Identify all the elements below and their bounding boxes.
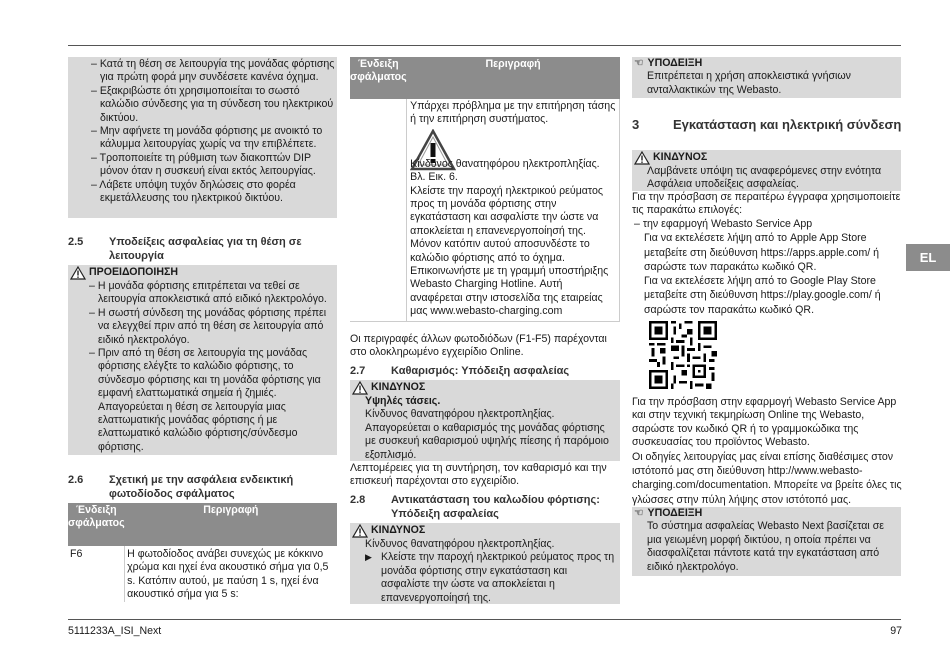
- see-figure: Βλ. Εικ. 6.: [410, 171, 458, 184]
- table-row: [68, 546, 337, 602]
- language-tab: EL: [906, 244, 950, 271]
- footer-doc-id: 5111233A_ISI_Next: [68, 625, 162, 637]
- warning-triangle-icon: [634, 151, 650, 165]
- table-header-code: Ένδειξη σφάλματος: [350, 58, 407, 83]
- section-2-6-heading: [68, 474, 338, 501]
- paragraph: Οι οδηγίες λειτουργίας μας είναι επίσης διαθέσιμες στον ιστότοπό μας στη διεύθυνση http://www.webasto-charging.com/documentation. Μπορείτε να βρείτε όλες τις γλώσσες στην πύλη λήψης στον ιστότοπό μας.: [632, 450, 902, 506]
- list-item: – Η σωστή σύνδεση της μονάδας φόρτισης πρέπει να ελεγχθεί πριν από τη θέση σε λειτουργία από ειδικό ηλεκτρολόγο.: [76, 307, 337, 347]
- section-title: Καθαρισμός: Υπόδειξη ασφαλείας: [391, 365, 570, 377]
- danger-text: Λαμβάνετε υπόψη τις αναφερόμενες στην ενότητα Ασφάλεια υποδείξεις ασφαλείας.: [647, 165, 882, 191]
- table-header-code: Ένδειξη σφάλματος: [68, 504, 125, 529]
- error-led-table-continued: [350, 57, 620, 322]
- section-title: Υποδείξεις ασφαλείας για τη θέση σε λειτουργία: [109, 236, 302, 262]
- danger-label: ΚΙΝΔΥΝΟΣ: [371, 524, 426, 537]
- list-item: – Λάβετε υπόψη τυχόν δηλώσεις στο φορέα εκμετάλλευσης του ηλεκτρικού δικτύου.: [78, 179, 337, 206]
- cell-text: Επικοινωνήστε με τη γραμμή υποστήριξης Webasto Charging Hotline. Αυτή αναφέρεται στην ιστοσελίδα της εταιρείας μας www.webasto-charging.com: [410, 265, 609, 318]
- section-2-5-heading: [68, 236, 338, 263]
- section-3-heading: [632, 117, 902, 133]
- table-row: [350, 99, 620, 321]
- danger-step: Κλείστε την παροχή ηλεκτρικού ρεύματος προς τη μονάδα φόρτισης στην εγκατάσταση και ασφαλίστε την ώστε να αποκλείεται η επανενεργοποίησή της.: [381, 551, 615, 604]
- section-2-7-heading: [350, 365, 622, 379]
- warning-box: [68, 265, 337, 455]
- paragraph: Για να εκτελέσετε λήψη από το Apple App Store μεταβείτε στη διεύθυνση https://apps.apple.com/ ή σαρώστε των παρακάτω κωδικό QR.: [644, 232, 880, 273]
- note-box: [632, 57, 901, 98]
- list-item: – Πριν από τη θέση σε λειτουργία της μονάδας φόρτισης ελέγξτε το καλώδιο φόρτισης, το σύνδεσμο φόρτισης και τη μονάδα φόρτισης για εμφανή ελαττωματικά σημεία ή ζημιές. Απαγορεύεται η θέση σε λειτουργία μιας ελαττωματικής μονάδας φόρτισης ή με ελαττωματικό καλώδιο φόρτισης/σύνδεσμο φόρτισης.: [76, 347, 337, 454]
- danger-label: ΚΙΝΔΥΝΟΣ: [653, 151, 708, 164]
- danger-box: [350, 380, 620, 461]
- danger-box: [632, 150, 901, 191]
- note-label: ΥΠΟΔΕΙΞΗ: [647, 507, 703, 519]
- section-number: 2.7: [350, 365, 366, 377]
- list-item: – Τροποποιείτε τη ρύθμιση των διακοπτών DIP μόνον όταν η συσκευή είναι εκτός λειτουργίας.: [78, 152, 337, 179]
- danger-header: [632, 150, 901, 165]
- paragraph: Οι περιγραφές άλλων φωτοδιόδων (F1-F5) παρέχονται στο ολοκληρωμένο εγχειρίδιο Online.: [350, 333, 607, 359]
- table-cell-desc: Η φωτοδίοδος ανάβει συνεχώς με κόκκινο χρώμα και ηχεί ένα ακουστικό σήμα για 0,5 s. Κατόπιν αυτού, με παύση 1 s, ηχεί ένα ακουστικό σήμα για 5 s:: [125, 546, 337, 602]
- section-title: Αντικατάσταση του καλωδίου φόρτισης: Υπόδειξη ασφαλείας: [391, 494, 600, 520]
- paragraph: Λεπτομέρειες για τη συντήρηση, τον καθαρισμό και την επισκευή παρέχονται στο εγχειρίδιο.: [350, 462, 607, 488]
- danger-caption: Κίνδυνος θανατηφόρου ηλεκτροπληξίας.: [410, 157, 600, 170]
- section-number: 2.8: [350, 494, 366, 506]
- warning-triangle-icon: [70, 266, 86, 280]
- warning-triangle-icon: [352, 524, 368, 538]
- danger-title: Υψηλές τάσεις.: [365, 395, 441, 407]
- hand-pointer-icon: ☜: [634, 507, 644, 519]
- section-number: 2.5: [68, 236, 84, 248]
- danger-label: ΚΙΝΔΥΝΟΣ: [371, 381, 426, 394]
- danger-header: [350, 380, 620, 395]
- list-item: – Εξακριβώστε ότι χρησιμοποιείται το σωστό καλώδιο σύνδεσης για τη σύνδεση του ηλεκτρικού δικτύου.: [78, 85, 337, 125]
- list-item: – Μην αφήνετε τη μονάδα φόρτισης με ανοικτό το κάλυμμα λειτουργίας χωρίς να την επιβλέπετε.: [78, 125, 337, 152]
- paragraph: Για να εκτελέσετε λήψη από το Google Play Store μεταβείτε στη διεύθυνση https://play.google.com/ ή σαρώστε τον παρακάτω κωδικό QR.: [644, 275, 881, 316]
- note-box: [632, 507, 901, 576]
- documents-section: [632, 191, 902, 317]
- section-number: 2.6: [68, 474, 84, 486]
- section-title: Σχετική με την ασφάλεια ενδεικτική φωτοδίοδος σφάλματος: [109, 474, 294, 500]
- page-number: 97: [890, 625, 902, 637]
- paragraph: Για την πρόσβαση στην εφαρμογή Webasto Service App και στην τεχνική τεκμηρίωση Online της Webasto, σαρώστε τον κωδικό QR ή το γραμμοκώδικα της συσκευασίας του προϊόντος Webasto.: [632, 396, 897, 449]
- qr-code-image[interactable]: [649, 321, 717, 389]
- list-item: – Κατά τη θέση σε λειτουργία της μονάδας φόρτισης για πρώτη φορά μην συνδέσετε κανένα όχημα.: [78, 58, 337, 85]
- header-rule: [68, 45, 901, 46]
- danger-text: Κίνδυνος θανατηφόρου ηλεκτροπληξίας.: [365, 538, 555, 550]
- note-text: Το σύστημα ασφαλείας Webasto Next βασίζεται σε μια γειωμένη μορφή δικτύου, η οποία πρέπει να διασφαλίζεται πάντοτε κατά την εγκατάσταση από ειδικό ηλεκτρολόγο.: [647, 520, 884, 573]
- table-cell-desc: [407, 99, 620, 321]
- danger-header: [350, 523, 620, 538]
- table-cell-code: F6: [70, 548, 83, 560]
- warning-header: [68, 265, 337, 280]
- warning-label: ΠΡΟΕΙΔΟΠΟΙΗΣΗ: [89, 266, 179, 279]
- bullet-arrow-icon: ▶: [365, 552, 372, 563]
- note-header: [632, 507, 901, 520]
- safety-bullets-box: [68, 57, 337, 218]
- list-item: – Η μονάδα φόρτισης επιτρέπεται να τεθεί σε λειτουργία αποκλειστικά από ειδικό ηλεκτρολόγο.: [76, 280, 337, 307]
- note-header: [632, 57, 901, 70]
- danger-text: Κίνδυνος θανατηφόρου ηλεκτροπληξίας. Απαγορεύεται ο καθαρισμός της μονάδας φόρτισης με συσκευή καθαρισμού υψηλής πίεσης ή παρόμοιο εξοπλισμό.: [365, 408, 609, 461]
- paragraph: Για την πρόσβαση σε περαιτέρω έγγραφα χρησιμοποιείτε τις παρακάτω επιλογές:: [632, 191, 901, 217]
- cell-text: Κλείστε την παροχή ηλεκτρικού ρεύματος προς τη μονάδα φόρτισης στην εγκατάσταση και ασφαλίστε την ώστε να αποκλείεται η επανενεργοποίησή της. Μόνον κατόπιν αυτού αποσυνδέστε το καλώδιο φόρτισης από το όχημα.: [410, 184, 603, 264]
- table-header-desc: Περιγραφή: [485, 58, 541, 70]
- note-text: Επιτρέπεται η χρήση αποκλειστικά γνήσιων ανταλλακτικών της Webasto.: [647, 70, 851, 96]
- hand-pointer-icon: ☜: [634, 57, 644, 69]
- cell-text: Υπάρχει πρόβλημα με την επιτήρηση τάσης ή την επιτήρηση συστήματος.: [410, 100, 616, 126]
- note-label: ΥΠΟΔΕΙΞΗ: [647, 57, 703, 69]
- list-item: – την εφαρμογή Webasto Service App: [634, 217, 813, 230]
- danger-box: [350, 523, 620, 604]
- error-led-table: [68, 503, 337, 602]
- documents-section-2: [632, 396, 904, 507]
- section-number: 3: [632, 117, 640, 132]
- table-header-desc: Περιγραφή: [203, 504, 259, 516]
- warning-triangle-icon: [352, 381, 368, 395]
- section-2-8-heading: [350, 494, 622, 521]
- footer-rule: [68, 619, 901, 620]
- section-title: Εγκατάσταση και ηλεκτρική σύνδεση: [673, 117, 902, 132]
